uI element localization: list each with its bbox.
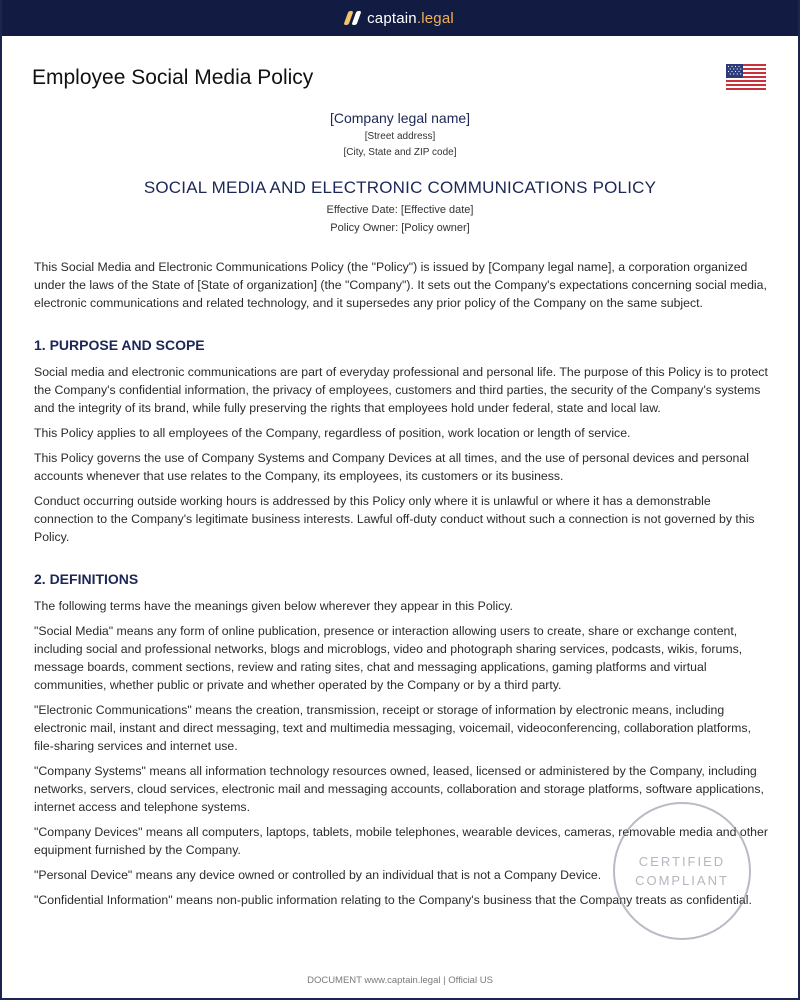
section-paragraph: Social media and electronic communications are part of everyday professional and personal life. The purpose of this Policy is to protect the Company's confidential information, the privacy of employees, customers and third parties, the security of the Company's systems and the integrity of its brand, while fully preserving the rights that employees hold under federal, state and local law.	[34, 365, 768, 415]
section-paragraph: This Policy governs the use of Company Systems and Company Devices at all times, and the use of personal devices and personal accounts whenever that use relates to the Company, its employees, its customers or its business.	[34, 451, 749, 483]
brand-main-text: captain	[367, 9, 417, 27]
policy-heading: SOCIAL MEDIA AND ELECTRONIC COMMUNICATIONS POLICY	[143, 178, 657, 197]
section-paragraph: The following terms have the meanings given below wherever they appear in this Policy.	[34, 599, 513, 613]
section-paragraph: This Policy applies to all employees of the Company, regardless of position, work location or length of service.	[34, 426, 631, 440]
content-area	[2, 0, 798, 948]
letterhead	[32, 110, 768, 234]
policy-owner: Policy Owner: [Policy owner]	[330, 222, 470, 234]
section-paragraph: "Company Systems" means all information technology resources owned, leased, licensed or administered by the Company, including networks, servers, cloud services, electronic mail and messaging accounts, collaboration and storage platforms, software applications, internet access and telephone systems.	[34, 764, 764, 814]
document-title: Employee Social Media Policy	[32, 66, 314, 89]
section-paragraph: "Company Devices" means all computers, laptops, tablets, mobile telephones, wearable devices, cameras, removable media and other equipment furnished by the Company.	[34, 825, 768, 857]
street-address: [Street address]	[364, 131, 436, 142]
section-title: 1. PURPOSE AND SCOPE	[34, 337, 205, 353]
document-header	[2, 36, 798, 234]
top-banner	[2, 0, 798, 36]
brand-tld-text: .legal	[416, 9, 454, 27]
section-paragraph: "Electronic Communications" means the creation, transmission, receipt or storage of information by electronic means, including electronic mail, instant and direct messaging, text and multimedia messaging, voicemail, videoconferencing, collaboration platforms, file-sharing services and internet use.	[34, 703, 751, 753]
stamp-line-2: COMPLIANT	[635, 873, 729, 888]
section-paragraph: "Social Media" means any form of online publication, presence or interaction allowing users to create, share or exchange content, including social and professional networks, blogs and microblogs, video and photograph sharing services, podcasts, wikis, forums, message boards, comment sections, review and rating sites, chat and messaging applications, gaming platforms and virtual communities, whether public or private and whether operated by the Company or by a third party.	[34, 624, 743, 692]
captain-legal-logo-icon	[344, 11, 362, 25]
company-name: [Company legal name]	[329, 110, 471, 126]
stamp-line-1: CERTIFIED	[638, 854, 726, 869]
brand-name[interactable]	[367, 10, 454, 27]
section-paragraph: Conduct occurring outside working hours is addressed by this Policy only where it is unlawful or where it has a demonstrable connection to the Company's legitimate business interests. Lawful off-duty conduct without such a connection is not governed by this Policy.	[34, 494, 755, 544]
page-footer: DOCUMENT www.captain.legal | Official US	[2, 969, 798, 986]
effective-date: Effective Date: [Effective date]	[326, 204, 474, 216]
us-flag-icon[interactable]	[726, 64, 766, 90]
intro-paragraph: This Social Media and Electronic Communications Policy (the "Policy") is issued by [Company legal name], a corporation organized under the laws of the State of [State of organization] (the "Company"). It sets out the Company's expectations concerning social media, electronic communications and related technology, and it supersedes any prior policy of the Company on the same subject.	[34, 260, 767, 310]
section-paragraph: "Confidential Information" means non-public information relating to the Company's business that the Company treats as confidential.	[34, 893, 752, 907]
section-title: 2. DEFINITIONS	[34, 571, 139, 587]
section-paragraph: "Personal Device" means any device owned or controlled by an individual that is not a Company Device.	[34, 868, 602, 882]
policy-body	[2, 234, 798, 909]
city-state-zip: [City, State and ZIP code]	[343, 147, 457, 158]
